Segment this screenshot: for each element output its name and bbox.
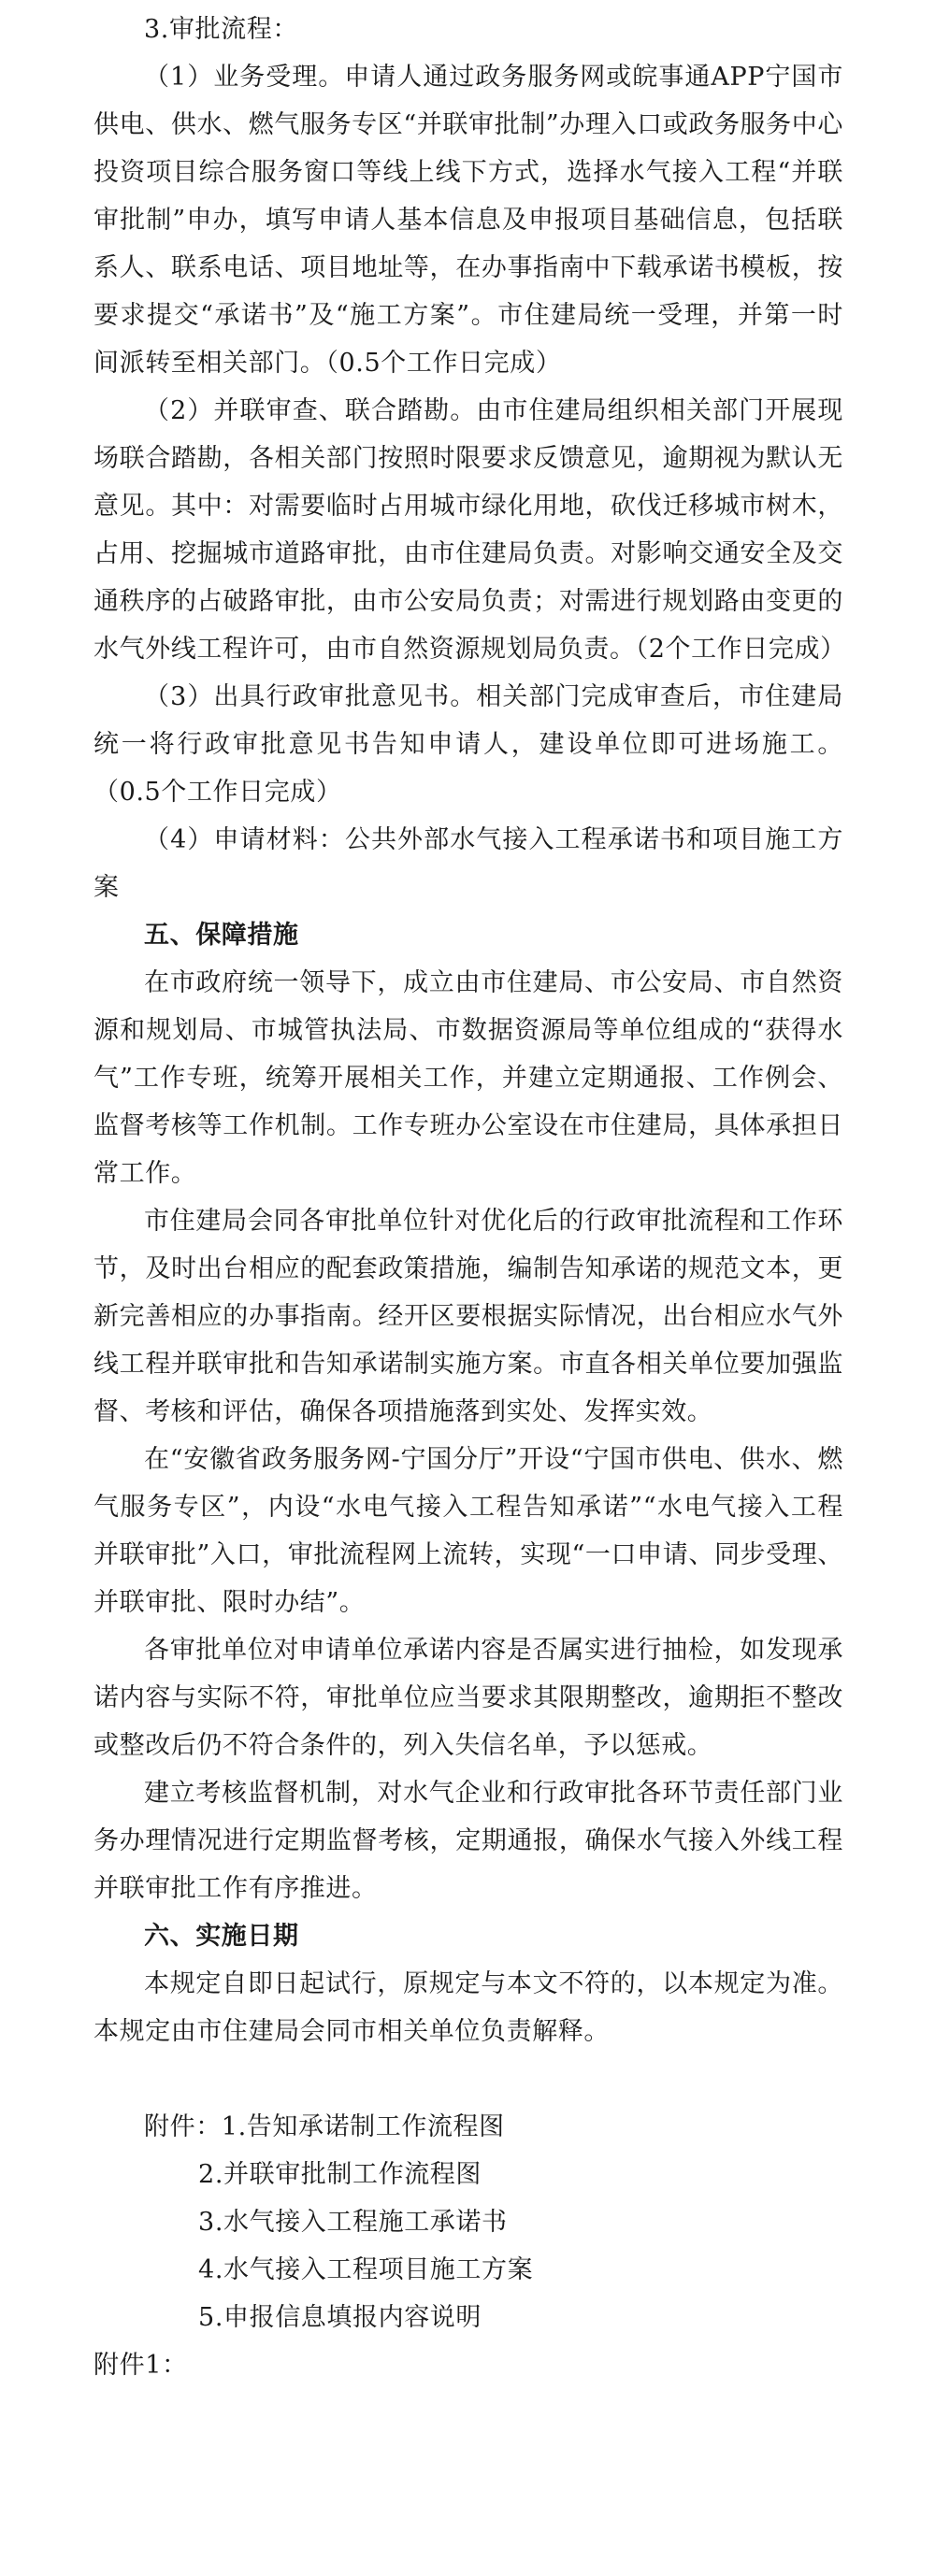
attachment-item: 附件：1.告知承诺制工作流程图: [144, 2112, 505, 2141]
safeguards-paragraph: 建立考核监督机制，对水气企业和行政审批各环节责任部门业务办理情况进行定期监督考核，定期通报，确保水气接入外线工程并联审批工作有序推进。: [94, 1779, 843, 1903]
blank-line: [94, 2055, 843, 2103]
approval-step-issue-opinion: （3）出具行政审批意见书。相关部门完成审查后，市住建局统一将行政审批意见书告知申请人，建设单位即可进场施工。（0.5个工作日完成）: [94, 682, 843, 807]
section-heading-implementation: 六、实施日期: [144, 1922, 299, 1951]
safeguards-paragraph: 在市政府统一领导下，成立由市住建局、市公安局、市自然资源和规划局、市城管执法局、市数据资源局等单位组成的“获得水气”工作专班，统筹开展相关工作，并建立定期通报、工作例会、监督考核等工作机制。工作专班办公室设在市住建局，具体承担日常工作。: [94, 968, 843, 1188]
attachment-item: 4.水气接入工程项目施工方案: [198, 2255, 534, 2284]
approval-step-acceptance: （1）业务受理。申请人通过政务服务网或皖事通APP宁国市供电、供水、燃气服务专区“并联审批制”办理入口或政务服务中心投资项目综合服务窗口等线上线下方式，选择水气接入工程“并联审批制”申办，填写申请人基本信息及申报项目基础信息，包括联系人、联系电话、项目地址等，在办事指南中下载承诺书模板，按要求提交“承诺书”及“施工方案”。市住建局统一受理，并第一时间派转至相关部门。（0.5个工作日完成）: [94, 63, 843, 378]
section-heading-safeguards: 五、保障措施: [144, 921, 299, 950]
attachment-item: 3.水气接入工程施工承诺书: [198, 2208, 508, 2237]
attachment-item: 5.申报信息填报内容说明: [198, 2303, 482, 2332]
approval-step-materials: （4）申请材料：公共外部水气接入工程承诺书和项目施工方案: [94, 825, 843, 902]
implementation-paragraph: 本规定自即日起试行，原规定与本文不符的，以本规定为准。本规定由市住建局会同市相关单位负责解释。: [94, 1969, 843, 2046]
approval-process-heading: 3.审批流程：: [144, 15, 298, 44]
safeguards-paragraph: 各审批单位对申请单位承诺内容是否属实进行抽检，如发现承诺内容与实际不符，审批单位应当要求其限期整改，逾期拒不整改或整改后仍不符合条件的，列入失信名单，予以惩戒。: [94, 1636, 843, 1760]
approval-step-joint-review: （2）并联审查、联合踏勘。由市住建局组织相关部门开展现场联合踏勘，各相关部门按照时限要求反馈意见，逾期视为默认无意见。其中：对需要临时占用城市绿化用地，砍伐迁移城市树木，占用、挖掘城市道路审批，由市住建局负责。对影响交通安全及交通秩序的占破路审批，由市公安局负责；对需进行规划路由变更的水气外线工程许可，由市自然资源规划局负责。（2个工作日完成）: [94, 396, 846, 664]
attachments-list: [94, 2103, 843, 2389]
annex-title: 附件1：: [94, 2351, 188, 2380]
document-body: [94, 0, 846, 2389]
safeguards-paragraph: 市住建局会同各审批单位针对优化后的行政审批流程和工作环节，及时出台相应的配套政策措施，编制告知承诺的规范文本，更新完善相应的办事指南。经开区要根据实际情况，出台相应水气外线工程并联审批和告知承诺制实施方案。市直各相关单位要加强监督、考核和评估，确保各项措施落到实处、发挥实效。: [94, 1207, 843, 1426]
safeguards-paragraph: 在“安徽省政务服务网-宁国分厅”开设“宁国市供电、供水、燃气服务专区”，内设“水电气接入工程告知承诺”“水电气接入工程并联审批”入口，审批流程网上流转，实现“一口申请、同步受理、并联审批、限时办结”。: [94, 1445, 843, 1617]
attachment-item: 2.并联审批制工作流程图: [198, 2160, 482, 2189]
